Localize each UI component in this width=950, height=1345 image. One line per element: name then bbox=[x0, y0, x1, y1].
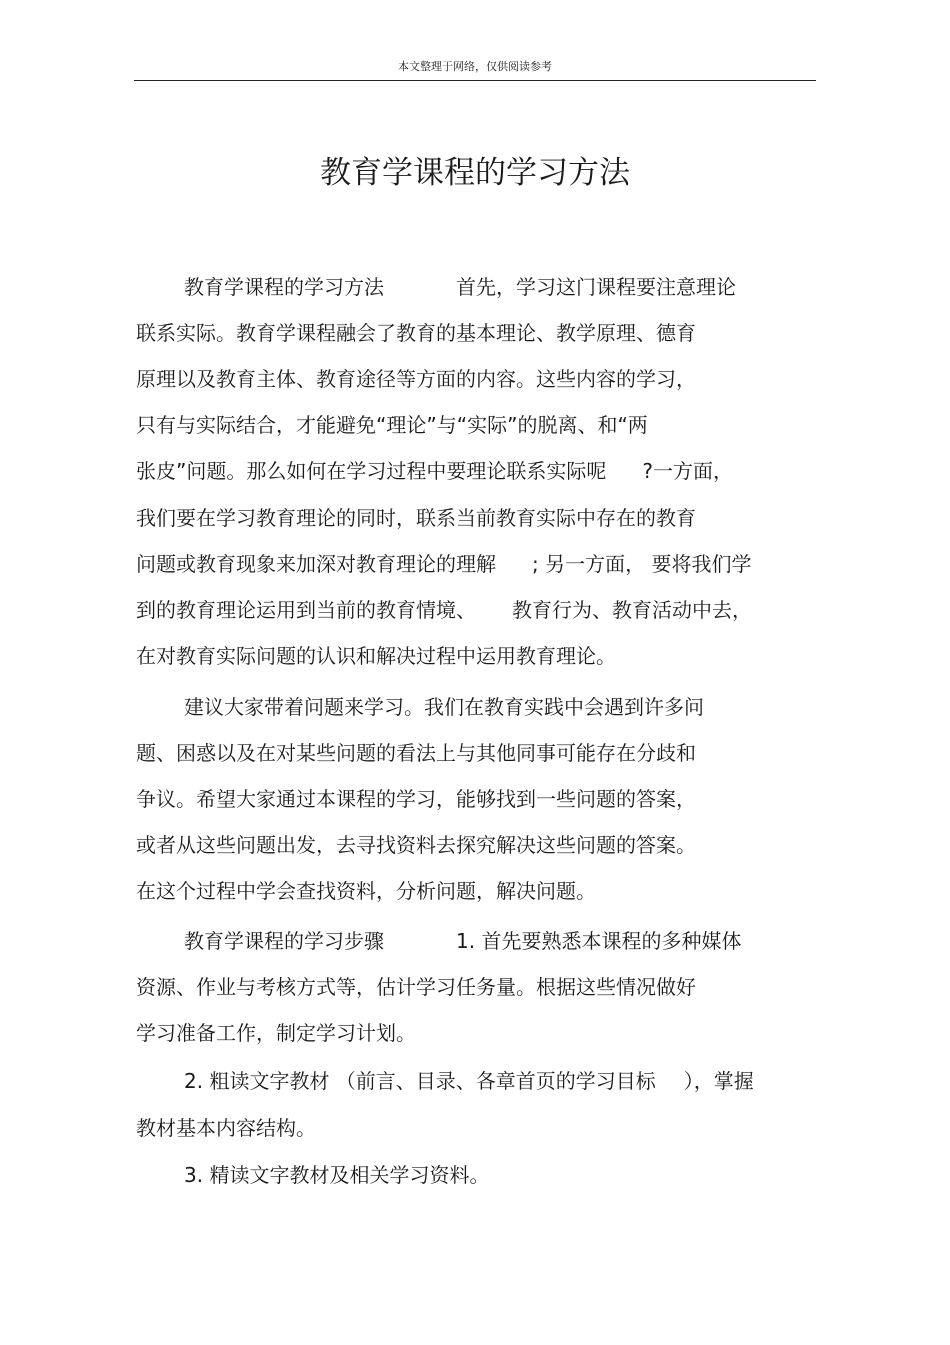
text-line-12: 争议。希望大家通过本课程的学习，能够找到一些问题的答案， bbox=[136, 787, 696, 811]
document-title: 教育学课程的学习方法 bbox=[320, 155, 630, 191]
text-line-6: 我们要在学习教育理论的同时，联系当前教育实际中存在的教育 bbox=[136, 506, 696, 530]
text-line-13: 或者从这些问题出发，去寻找资料去探究解决这些问题的答案。 bbox=[136, 833, 696, 857]
text-fragment: ），掌握 bbox=[683, 1069, 754, 1093]
step-2-start: 2. 粗读文字教材 （前言、目录、各章首页的学习目标 bbox=[184, 1069, 656, 1093]
text-line-20: 3. 精读文字教材及相关学习资料。 bbox=[184, 1163, 490, 1187]
text-fragment: 问题或教育现象来加深对教育理论的理解 bbox=[136, 552, 496, 576]
text-line-17: 学习准备工作，制定学习计划。 bbox=[136, 1021, 416, 1045]
header-divider bbox=[134, 80, 816, 81]
text-line-10: 建议大家带着问题来学习。我们在教育实践中会遇到许多问 bbox=[184, 695, 704, 719]
text-line-3: 原理以及教育主体、教育途径等方面的内容。这些内容的学习， bbox=[136, 367, 696, 391]
text-line-15 bbox=[184, 926, 741, 956]
text-fragment: 教育行为、教育活动中去， bbox=[512, 598, 752, 622]
page-header-note: 本文整理于网络，仅供阅读参考 bbox=[398, 60, 552, 73]
text-fragment: 首先，学习这门课程要注意理论 bbox=[456, 275, 736, 299]
text-line-4: 只有与实际结合，才能避免“理论”与“实际”的脱离、和“两 bbox=[136, 413, 648, 437]
inline-heading-methods: 教育学课程的学习方法 bbox=[184, 275, 384, 299]
text-line-18 bbox=[184, 1066, 754, 1096]
text-line-8 bbox=[136, 595, 752, 625]
text-line-19: 教材基本内容结构。 bbox=[136, 1116, 316, 1140]
text-line-2: 联系实际。教育学课程融会了教育的基本理论、教学原理、德育 bbox=[136, 321, 696, 345]
text-line-1 bbox=[184, 272, 736, 302]
text-fragment: 张皮”问题。那么如何在学习过程中要理论联系实际呢 bbox=[136, 459, 607, 483]
step-1-start: 1. 首先要熟悉本课程的多种媒体 bbox=[456, 929, 742, 953]
text-line-14: 在这个过程中学会查找资料，分析问题，解决问题。 bbox=[136, 879, 596, 903]
text-line-11: 题、困惑以及在对某些问题的看法上与其他同事可能存在分歧和 bbox=[136, 741, 696, 765]
text-line-9: 在对教育实际问题的认识和解决过程中运用教育理论。 bbox=[136, 644, 616, 668]
text-fragment: ; 另一方面， 要将我们学 bbox=[532, 552, 752, 576]
text-fragment: 到的教育理论运用到当前的教育情境、 bbox=[136, 598, 476, 622]
text-line-7 bbox=[136, 549, 751, 579]
text-line-5 bbox=[136, 456, 733, 486]
inline-heading-steps: 教育学课程的学习步骤 bbox=[184, 929, 384, 953]
text-fragment: ?一方面， bbox=[642, 459, 733, 483]
text-line-16: 资源、作业与考核方式等，估计学习任务量。根据这些情况做好 bbox=[136, 975, 696, 999]
